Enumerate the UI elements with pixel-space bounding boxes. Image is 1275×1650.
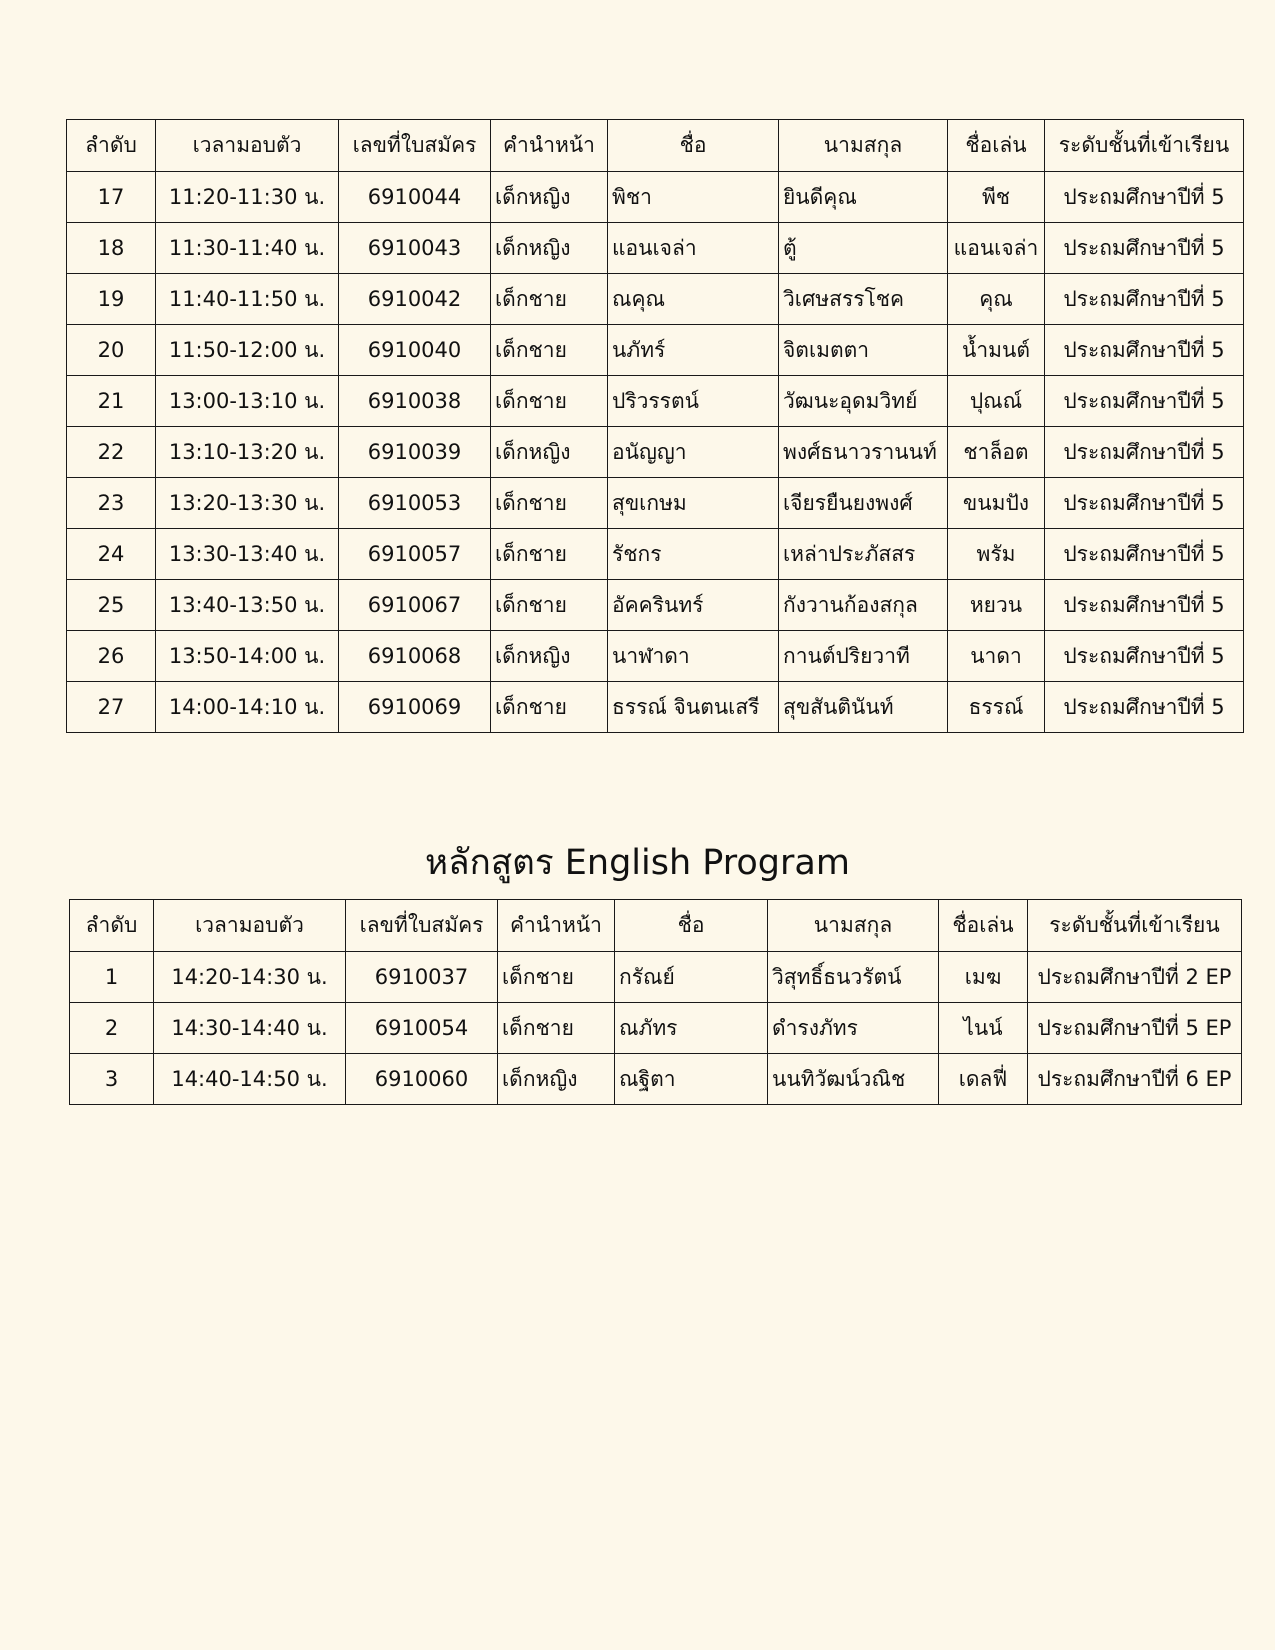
cell-time: 11:20-11:30 น. [156, 172, 339, 223]
cell-time: 11:50-12:00 น. [156, 325, 339, 376]
cell-nickname: คุณ [948, 274, 1045, 325]
cell-first-name: แอนเจล่า [608, 223, 779, 274]
cell-prefix: เด็กชาย [498, 1003, 615, 1054]
table-row [67, 427, 1244, 478]
cell-last-name: วิสุทธิ์ธนวรัตน์ [768, 952, 939, 1003]
section-title-english-program: หลักสูตร English Program [425, 843, 850, 883]
cell-order: 26 [67, 631, 156, 682]
cell-grade: ประถมศึกษาปีที่ 5 [1045, 631, 1244, 682]
cell-grade: ประถมศึกษาปีที่ 2 EP [1028, 952, 1242, 1003]
cell-prefix: เด็กชาย [491, 529, 608, 580]
cell-first-name: ณภัทร [615, 1003, 768, 1054]
header-nickname: ชื่อเล่น [939, 900, 1028, 952]
header-first-name: ชื่อ [608, 120, 779, 172]
cell-grade: ประถมศึกษาปีที่ 5 [1045, 478, 1244, 529]
cell-last-name: เจียรยืนยงพงศ์ [779, 478, 948, 529]
cell-last-name: เหล่าประภัสสร [779, 529, 948, 580]
cell-time: 14:40-14:50 น. [154, 1054, 346, 1105]
header-prefix: คำนำหน้า [491, 120, 608, 172]
cell-prefix: เด็กชาย [491, 274, 608, 325]
cell-grade: ประถมศึกษาปีที่ 5 [1045, 376, 1244, 427]
cell-prefix: เด็กหญิง [491, 223, 608, 274]
cell-application-no: 6910037 [346, 952, 498, 1003]
cell-time: 13:10-13:20 น. [156, 427, 339, 478]
table-row [67, 529, 1244, 580]
table-header-row [67, 120, 1244, 172]
schedule-table-english-program [69, 899, 1242, 1105]
cell-last-name: จิตเมตตา [779, 325, 948, 376]
cell-first-name: สุขเกษม [608, 478, 779, 529]
cell-grade: ประถมศึกษาปีที่ 5 [1045, 172, 1244, 223]
cell-order: 18 [67, 223, 156, 274]
cell-order: 2 [70, 1003, 154, 1054]
cell-grade: ประถมศึกษาปีที่ 5 [1045, 325, 1244, 376]
table-row [67, 478, 1244, 529]
cell-nickname: ขนมปัง [948, 478, 1045, 529]
cell-order: 17 [67, 172, 156, 223]
cell-prefix: เด็กชาย [491, 325, 608, 376]
table-header-row [70, 900, 1242, 952]
cell-order: 27 [67, 682, 156, 733]
table-row [67, 325, 1244, 376]
cell-order: 23 [67, 478, 156, 529]
cell-last-name: กานต์ปริยวาที [779, 631, 948, 682]
cell-grade: ประถมศึกษาปีที่ 5 [1045, 427, 1244, 478]
cell-first-name: ณฐิตา [615, 1054, 768, 1105]
cell-time: 13:20-13:30 น. [156, 478, 339, 529]
header-grade: ระดับชั้นที่เข้าเรียน [1028, 900, 1242, 952]
cell-application-no: 6910057 [339, 529, 491, 580]
cell-first-name: พิชา [608, 172, 779, 223]
cell-grade: ประถมศึกษาปีที่ 5 [1045, 223, 1244, 274]
cell-time: 11:30-11:40 น. [156, 223, 339, 274]
cell-nickname: ปุณณ์ [948, 376, 1045, 427]
cell-last-name: นนทิวัฒน์วณิช [768, 1054, 939, 1105]
header-order: ลำดับ [70, 900, 154, 952]
cell-last-name: พงศ์ธนาวรานนท์ [779, 427, 948, 478]
cell-nickname: น้ำมนต์ [948, 325, 1045, 376]
cell-grade: ประถมศึกษาปีที่ 6 EP [1028, 1054, 1242, 1105]
header-application-no: เลขที่ใบสมัคร [346, 900, 498, 952]
cell-prefix: เด็กชาย [491, 376, 608, 427]
cell-last-name: กังวานก้องสกุล [779, 580, 948, 631]
cell-prefix: เด็กหญิง [498, 1054, 615, 1105]
cell-last-name: ตู้ [779, 223, 948, 274]
table-row [70, 1003, 1242, 1054]
table-row [67, 631, 1244, 682]
cell-grade: ประถมศึกษาปีที่ 5 [1045, 529, 1244, 580]
cell-order: 20 [67, 325, 156, 376]
cell-order: 25 [67, 580, 156, 631]
cell-nickname: เมฆ [939, 952, 1028, 1003]
cell-first-name: อัคครินทร์ [608, 580, 779, 631]
cell-application-no: 6910068 [339, 631, 491, 682]
header-first-name: ชื่อ [615, 900, 768, 952]
cell-time: 13:30-13:40 น. [156, 529, 339, 580]
schedule-table-1 [66, 119, 1244, 733]
cell-application-no: 6910060 [346, 1054, 498, 1105]
table-row [67, 223, 1244, 274]
header-last-name: นามสกุล [768, 900, 939, 952]
cell-time: 14:20-14:30 น. [154, 952, 346, 1003]
cell-nickname: แอนเจล่า [948, 223, 1045, 274]
cell-grade: ประถมศึกษาปีที่ 5 [1045, 274, 1244, 325]
cell-first-name: ณคุณ [608, 274, 779, 325]
cell-time: 11:40-11:50 น. [156, 274, 339, 325]
cell-application-no: 6910042 [339, 274, 491, 325]
cell-grade: ประถมศึกษาปีที่ 5 [1045, 682, 1244, 733]
header-time: เวลามอบตัว [156, 120, 339, 172]
cell-last-name: ดำรงภัทร [768, 1003, 939, 1054]
cell-last-name: วิเศษสรรโชค [779, 274, 948, 325]
cell-order: 19 [67, 274, 156, 325]
cell-time: 14:30-14:40 น. [154, 1003, 346, 1054]
cell-first-name: ปริวรรตน์ [608, 376, 779, 427]
cell-nickname: ชาล็อต [948, 427, 1045, 478]
cell-time: 14:00-14:10 น. [156, 682, 339, 733]
header-time: เวลามอบตัว [154, 900, 346, 952]
table-row [67, 274, 1244, 325]
cell-first-name: รัชกร [608, 529, 779, 580]
cell-first-name: ธรรณ์ จินตนเสรี [608, 682, 779, 733]
table-row [67, 580, 1244, 631]
header-application-no: เลขที่ใบสมัคร [339, 120, 491, 172]
cell-time: 13:40-13:50 น. [156, 580, 339, 631]
cell-order: 22 [67, 427, 156, 478]
cell-time: 13:00-13:10 น. [156, 376, 339, 427]
header-order: ลำดับ [67, 120, 156, 172]
cell-first-name: อนัญญา [608, 427, 779, 478]
cell-application-no: 6910054 [346, 1003, 498, 1054]
cell-prefix: เด็กหญิง [491, 172, 608, 223]
cell-application-no: 6910069 [339, 682, 491, 733]
header-grade: ระดับชั้นที่เข้าเรียน [1045, 120, 1244, 172]
cell-application-no: 6910067 [339, 580, 491, 631]
cell-order: 21 [67, 376, 156, 427]
cell-nickname: ไนน์ [939, 1003, 1028, 1054]
cell-prefix: เด็กหญิง [491, 631, 608, 682]
table-row [70, 952, 1242, 1003]
cell-last-name: สุขสันตินันท์ [779, 682, 948, 733]
cell-prefix: เด็กชาย [491, 478, 608, 529]
cell-last-name: วัฒนะอุดมวิทย์ [779, 376, 948, 427]
table-row [70, 1054, 1242, 1105]
cell-prefix: เด็กชาย [491, 682, 608, 733]
cell-nickname: หยวน [948, 580, 1045, 631]
cell-prefix: เด็กหญิง [491, 427, 608, 478]
cell-application-no: 6910038 [339, 376, 491, 427]
header-nickname: ชื่อเล่น [948, 120, 1045, 172]
table-row [67, 682, 1244, 733]
table-row [67, 376, 1244, 427]
cell-first-name: นาฬาดา [608, 631, 779, 682]
header-prefix: คำนำหน้า [498, 900, 615, 952]
cell-grade: ประถมศึกษาปีที่ 5 EP [1028, 1003, 1242, 1054]
cell-application-no: 6910053 [339, 478, 491, 529]
header-last-name: นามสกุล [779, 120, 948, 172]
cell-application-no: 6910039 [339, 427, 491, 478]
cell-prefix: เด็กชาย [491, 580, 608, 631]
cell-order: 3 [70, 1054, 154, 1105]
cell-nickname: นาดา [948, 631, 1045, 682]
cell-grade: ประถมศึกษาปีที่ 5 [1045, 580, 1244, 631]
cell-time: 13:50-14:00 น. [156, 631, 339, 682]
cell-order: 1 [70, 952, 154, 1003]
cell-nickname: ธรรณ์ [948, 682, 1045, 733]
cell-nickname: พรัม [948, 529, 1045, 580]
cell-first-name: นภัทร์ [608, 325, 779, 376]
table-row [67, 172, 1244, 223]
cell-first-name: กรัณย์ [615, 952, 768, 1003]
cell-prefix: เด็กชาย [498, 952, 615, 1003]
cell-application-no: 6910040 [339, 325, 491, 376]
cell-application-no: 6910043 [339, 223, 491, 274]
cell-application-no: 6910044 [339, 172, 491, 223]
cell-last-name: ยินดีคุณ [779, 172, 948, 223]
cell-order: 24 [67, 529, 156, 580]
cell-nickname: พีช [948, 172, 1045, 223]
cell-nickname: เดลฟี่ [939, 1054, 1028, 1105]
